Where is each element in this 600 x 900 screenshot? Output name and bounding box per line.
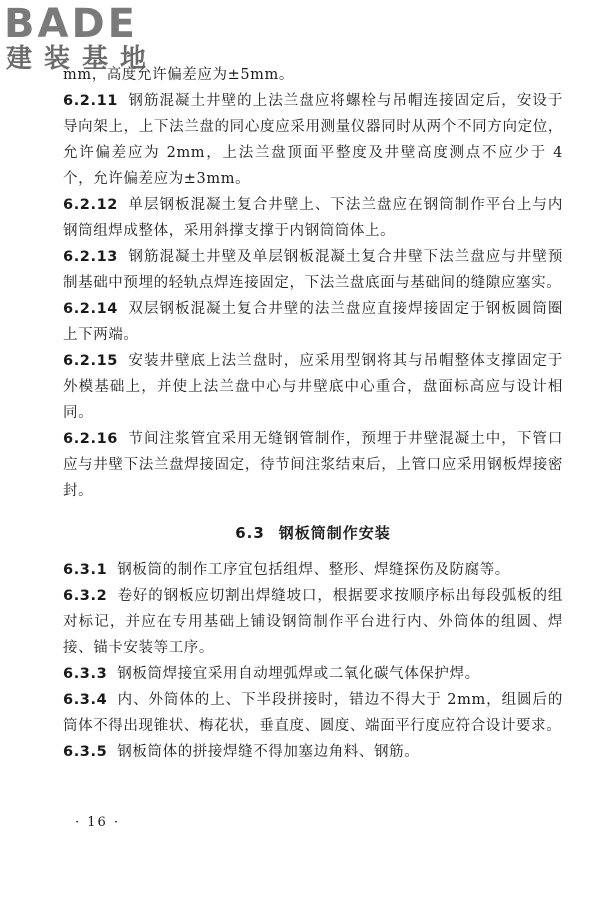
clause-6-2-11 — [63, 88, 563, 192]
clause-number: 6.2.15 — [63, 353, 118, 369]
clause-number: 6.3.1 — [63, 562, 108, 578]
clause-6-3-3 — [63, 661, 563, 687]
document-body — [63, 62, 563, 765]
clause-6-2-15 — [63, 348, 563, 426]
section-number: 6.3 — [235, 524, 265, 542]
clause-text: 钢板筒的制作工序宜包括组焊、整形、焊缝探伤及防腐等。 — [117, 562, 510, 578]
clause-6-2-16 — [63, 426, 563, 504]
page-number: · 16 · — [75, 815, 121, 830]
clause-number: 6.3.5 — [63, 744, 108, 760]
clause-6-3-4 — [63, 687, 563, 739]
clause-text: 节间注浆管宜采用无缝钢管制作，预埋于井壁混凝土中，下管口应与井壁下法兰盘焊接固定，待节间注浆结束后，上管口应采用钢板焊接密封。 — [63, 431, 563, 499]
clause-number: 6.2.14 — [63, 301, 118, 317]
clause-text: 钢筋混凝土井壁及单层钢板混凝土复合井壁下法兰盘应与井壁预制基础中预埋的轻轨点焊连接固定，下法兰盘底面与基础间的缝隙应塞实。 — [63, 249, 563, 291]
clause-text: 双层钢板混凝土复合井壁的法兰盘应直接焊接固定于钢板圆筒圈上下两端。 — [63, 301, 563, 343]
clause-text: 钢板筒体的拼接焊缝不得加塞边角料、钢筋。 — [117, 744, 420, 760]
logo-brand-text: BADE — [4, 1, 138, 47]
clause-number: 6.2.13 — [63, 249, 118, 265]
clause-text: 安装井壁底上法兰盘时，应采用型钢将其与吊帽整体支撑固定于外模基础上，并使上法兰盘中心与井壁底中心重合，盘面标高应与设计相同。 — [63, 353, 563, 421]
clause-number: 6.3.3 — [63, 666, 108, 682]
paragraph-text: mm，高度允许偏差应为±5mm。 — [63, 67, 294, 83]
section-heading — [63, 522, 563, 543]
clause-text: 卷好的钢板应切割出焊缝坡口，根据要求按顺序标出每段弧板的组对标记，并应在专用基础上铺设钢筒制作平台进行内、外筒体的组圆、焊接、锚卡安装等工序。 — [63, 588, 563, 656]
clause-6-2-14 — [63, 296, 563, 348]
clause-text: 钢板筒焊接宜采用自动埋弧焊或二氧化碳气体保护焊。 — [117, 666, 480, 682]
clause-number: 6.3.4 — [63, 692, 108, 708]
clause-number: 6.3.2 — [63, 588, 108, 604]
clause-number: 6.2.12 — [63, 197, 118, 213]
clause-text: 单层钢板混凝土复合井壁上、下法兰盘应在钢筒制作平台上与内钢筒组焊成整体，采用斜撑支撑于内钢筒筒体上。 — [63, 197, 563, 239]
clause-6-3-5 — [63, 739, 563, 765]
logo-brand-cn-text: 建装基地 — [6, 44, 159, 74]
clause-number: 6.2.11 — [63, 93, 118, 109]
bade-logo — [4, 0, 184, 82]
clause-6-3-2 — [63, 583, 563, 661]
clause-text: 内、外筒体的上、下半段拼接时，错边不得大于 2mm，组圆后的筒体不得出现锥状、梅花状，垂直度、圆度、端面平行度应符合设计要求。 — [63, 692, 563, 734]
clause-number: 6.2.16 — [63, 431, 118, 447]
section-title-text: 钢板筒制作安装 — [278, 524, 391, 542]
clause-6-3-1 — [63, 557, 563, 583]
clause-6-2-12 — [63, 192, 563, 244]
clause-6-2-13 — [63, 244, 563, 296]
clause-text: 钢筋混凝土井壁的上法兰盘应将螺栓与吊帽连接固定后，安设于导向架上，上下法兰盘的同心度应采用测量仪器同时从两个不同方向定位，允许偏差应为 2mm，上法兰盘顶面平整度及井壁高度测点不应少于 4 个，允许偏差应为±3mm。 — [63, 93, 563, 187]
